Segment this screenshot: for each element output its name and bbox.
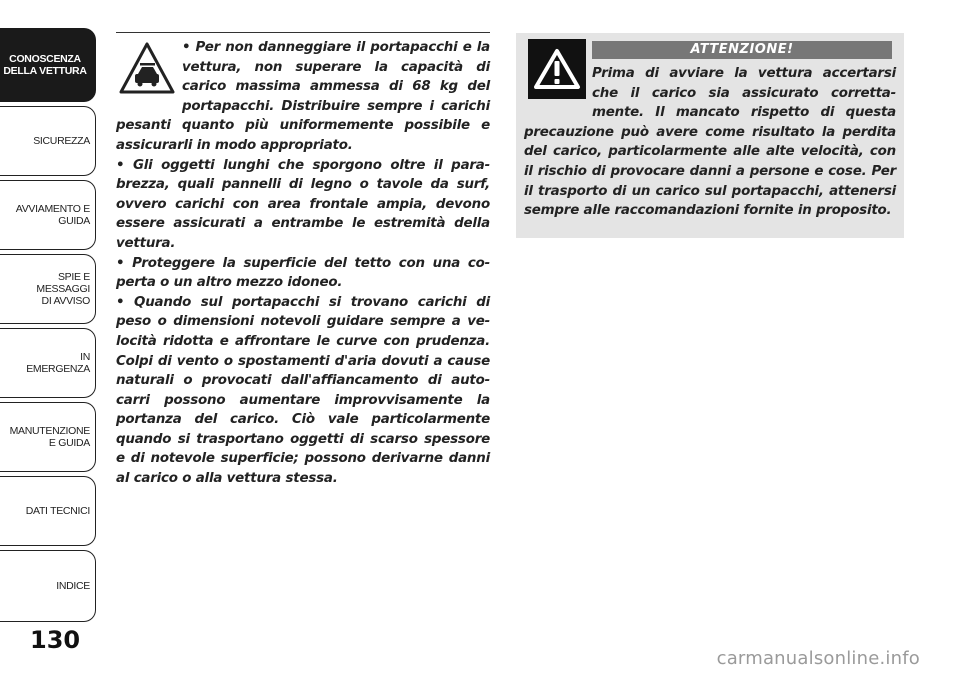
attention-text: Prima di avviare la vettura accertarsi che il carico sia assicurato corretta-mente. Il mancato rispetto di questa precauzione può avere come risultato la perdita del carico, particolarmente alle alte velocità, con il rischio di provocare danni a persone e cose. Per il trasporto di un carico sul portapacchi, attenersi sempre alle raccomandazioni fornite in proposito.	[524, 66, 896, 219]
tab-label-line: E GUIDA	[48, 437, 90, 449]
tab-label-line: SPIE E	[57, 271, 90, 283]
paragraph: • Per non danneggiare il portapacchi e la vettura, non superare la capacità di carico massima ammessa di 68 kg del portapacchi. Distribuire sempre i carichi pesanti quanto più uniformemente possibile e assicurarli in modo appropriato.	[116, 40, 490, 153]
tab-label-line: SICUREZZA	[33, 135, 90, 147]
tab-indice[interactable]	[0, 550, 96, 622]
tab-dati-tecnici[interactable]	[0, 476, 96, 546]
tab-label-line: INDICE	[56, 580, 90, 592]
left-column-text	[116, 38, 490, 489]
paragraph: • Quando sul portapacchi si trovano carichi di peso o dimensioni notevoli guidare sempre a ve-locità ridotta e affrontare le curve con prudenza. Colpi di vento o spostamenti d'aria dovuti a cause naturali o provocati dall'affiancamento di auto-carri possono aumentare improvvisamente la portanza del carico. Ciò vale particolarmente quando si trasportano oggetti di scarso spessore e di notevole superficie; possono derivarne danni al carico o alla vettura stessa.	[116, 294, 490, 487]
tab-in-emergenza[interactable]	[0, 328, 96, 398]
tab-label-line: MESSAGGI	[36, 283, 90, 295]
paragraph: • Proteggere la superficie del tetto con una co-perta o un altro mezzo idoneo.	[116, 255, 490, 291]
tab-label-line: DATI TECNICI	[25, 505, 90, 517]
tab-label-line: DI AVVISO	[41, 295, 90, 307]
tab-manutenzione-e-guida[interactable]	[0, 402, 96, 472]
attention-title: ATTENZIONE!	[592, 41, 892, 59]
top-rule	[116, 32, 490, 33]
tab-sicurezza[interactable]	[0, 106, 96, 176]
tab-label-line: GUIDA	[58, 215, 90, 227]
attention-text-block	[524, 64, 896, 221]
tab-label-line: CONOSCENZA	[9, 53, 81, 65]
tab-label-line: IN	[80, 351, 90, 363]
tab-label-line: DELLA VETTURA	[3, 65, 87, 77]
tab-conoscenza-della-vettura[interactable]	[0, 28, 96, 102]
tab-label-line: AVVIAMENTO E	[15, 203, 90, 215]
paragraph: • Gli oggetti lunghi che sporgono oltre il para-brezza, quali pannelli di legno o tavole da surf, ovvero carichi con area frontale ampia, devono essere assicurati a entrambe le estremità della vettura.	[116, 157, 490, 251]
tab-avviamento-e-guida[interactable]	[0, 180, 96, 250]
watermark: carmanualsonline.info	[716, 648, 920, 669]
tab-label-line: MANUTENZIONE	[9, 425, 90, 437]
tab-spie-e-messaggi[interactable]	[0, 254, 96, 324]
attention-box	[516, 33, 904, 238]
page-number: 130	[30, 626, 81, 654]
tab-label-line: EMERGENZA	[26, 363, 90, 375]
